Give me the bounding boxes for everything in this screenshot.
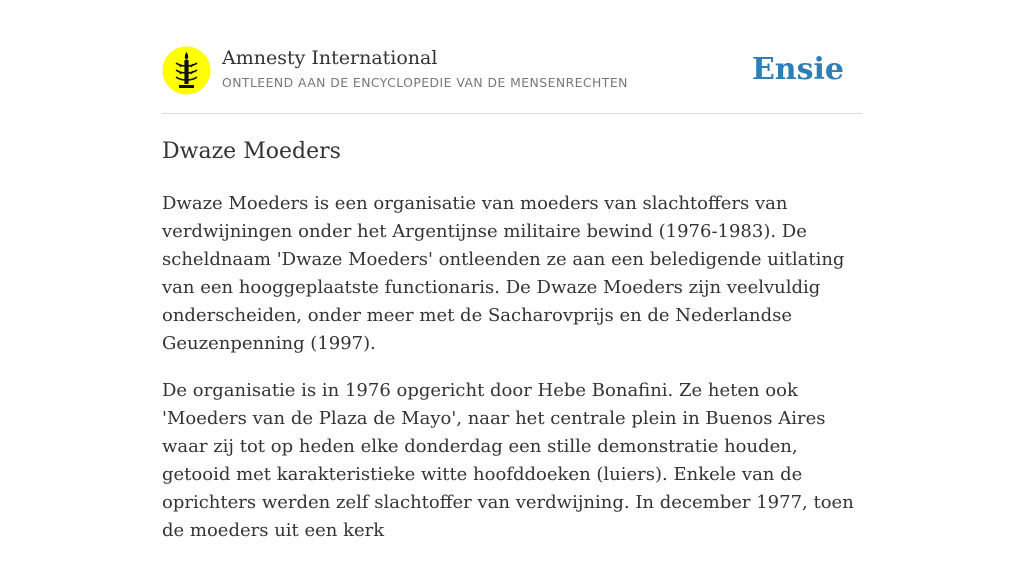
article-paragraph: De organisatie is in 1976 opgericht door Hebe Bonafini. Ze heten ook 'Moeders van de Plaza de Mayo', naar het centrale plein in Buenos Aires waar zij tot op heden elke donderdag een stille demonstratie houden, getooid met karakteristieke witte hoofddoeken (luiers). Enkele van de oprichters werden zelf slachtoffer van verdwijning. In december 1977, toen de moeders uit een kerk [162,380,854,541]
organization-name: Amnesty International [222,47,438,69]
article-title: Dwaze Moeders [162,139,341,164]
article-body [162,190,862,564]
ensie-logo-link[interactable]: Ensie [751,52,844,87]
article-paragraph: Dwaze Moeders is een organisatie van moeders van slachtoffers van verdwijningen onder het Argentijnse militaire bewind (1976-1983). De scheldnaam 'Dwaze Moeders' ontleenden ze aan een beledigende uitlating van een hooggeplaatste functionaris. De Dwaze Moeders zijn veelvuldig onderscheiden, onder meer met de Sacharovprijs en de Nederlandse Geuzenpenning (1997). [162,193,845,354]
header-divider [162,113,862,114]
organization-subtitle: ONTLEEND AAN DE ENCYCLOPEDIE VAN DE MENSENRECHTEN [222,75,628,90]
page [162,0,862,541]
amnesty-candle-icon[interactable] [162,46,211,95]
site-header [162,46,862,96]
